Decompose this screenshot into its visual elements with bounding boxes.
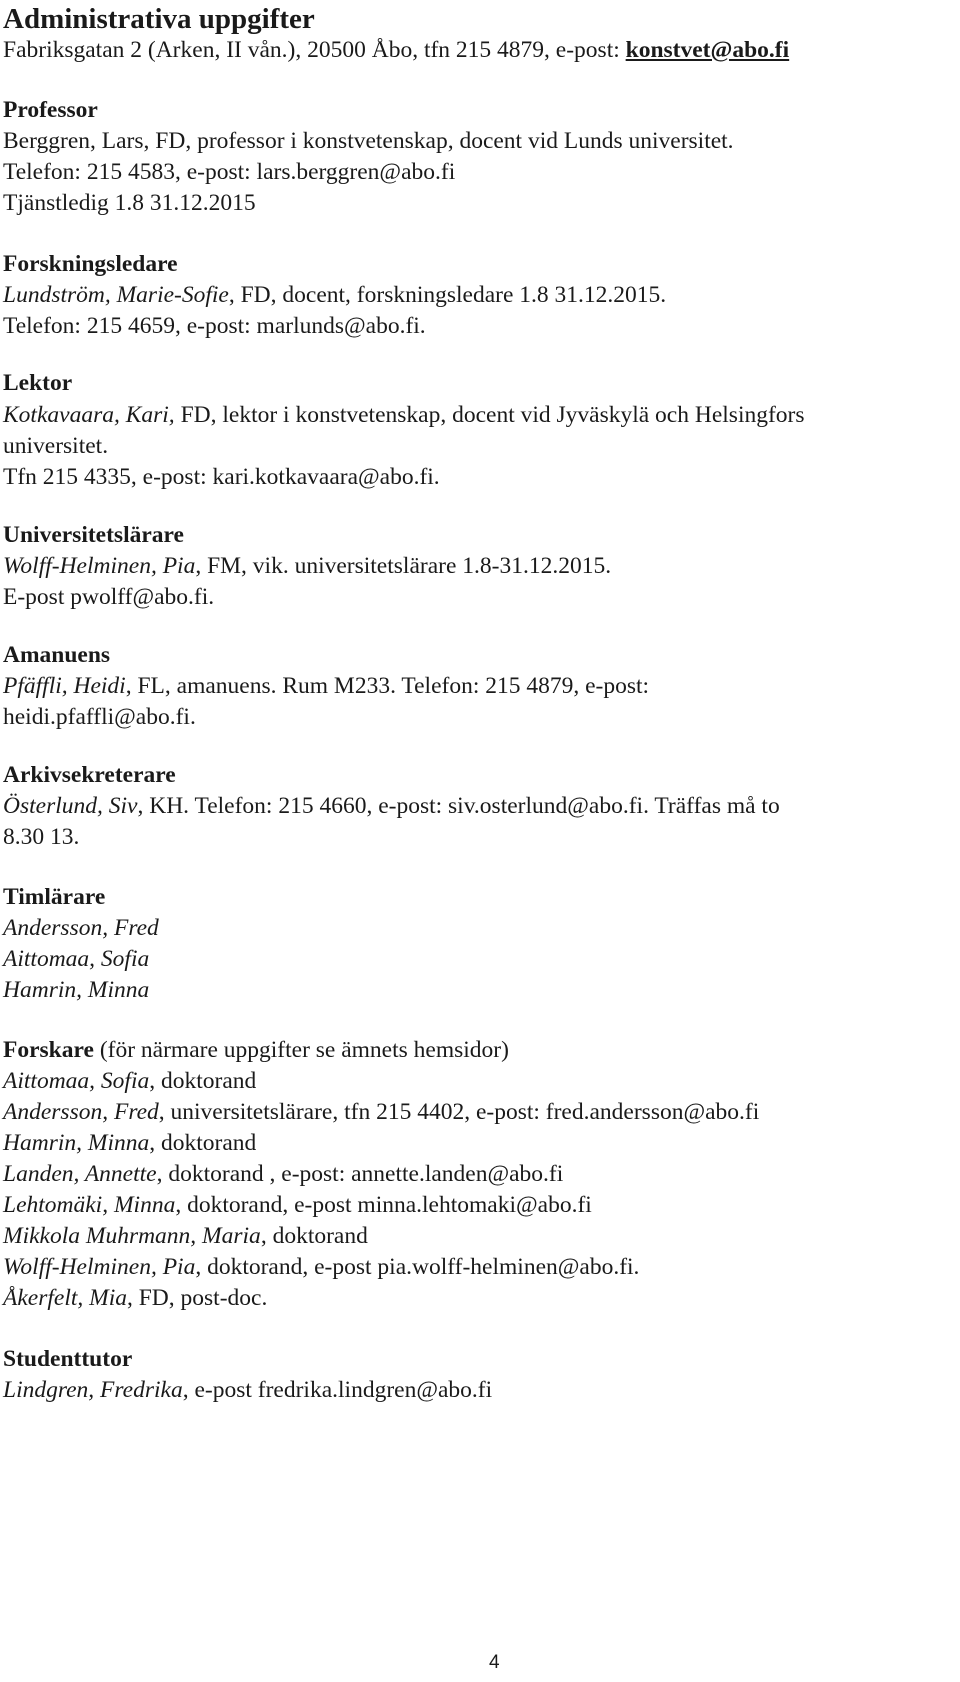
forskare-rest: , doktorand bbox=[149, 1130, 257, 1156]
lektor-name: Kotkavaara, Kari, bbox=[3, 402, 175, 428]
forskare-name: Wolff-Helminen, Pia bbox=[3, 1254, 196, 1280]
forskare-rest: , doktorand bbox=[260, 1223, 368, 1249]
forskningsledare-line bbox=[3, 280, 666, 310]
heading-arkivsekreterare: Arkivsekreterare bbox=[3, 762, 176, 788]
forskare-name: Åkerfelt, Mia bbox=[3, 1285, 127, 1311]
forskningsledare-contact: Telefon: 215 4659, e-post: marlunds@abo.fi. bbox=[3, 313, 426, 339]
professor-note: Tjänstledig 1.8 31.12.2015 bbox=[3, 190, 256, 216]
lektor-line bbox=[3, 400, 805, 430]
heading-professor: Professor bbox=[3, 97, 98, 123]
forskare-rest: , doktorand, e-post minna.lehtomaki@abo.fi bbox=[175, 1192, 592, 1218]
forskare-entry bbox=[3, 1221, 368, 1251]
forskare-name: Andersson, Fred bbox=[3, 1099, 159, 1125]
heading-timlarare: Timlärare bbox=[3, 884, 106, 910]
universitetslarare-name: Wolff-Helminen, Pia bbox=[3, 553, 196, 579]
forskare-heading-note: (för närmare uppgifter se ämnets hemsidor) bbox=[93, 1037, 509, 1063]
timlarare-name: Aittomaa, Sofia bbox=[3, 946, 150, 972]
lektor-desc: FD, lektor i konstvetenskap, docent vid Jyväskylä och Helsingfors bbox=[174, 402, 805, 428]
heading-amanuens: Amanuens bbox=[3, 642, 111, 668]
forskare-name: Aittomaa, Sofia bbox=[3, 1068, 150, 1094]
arkivsekreterare-desc: , KH. Telefon: 215 4660, e-post: siv.osterlund@abo.fi. Träffas må to bbox=[137, 793, 780, 819]
forskare-entry bbox=[3, 1283, 267, 1313]
address-line bbox=[3, 35, 789, 65]
forskare-entry bbox=[3, 1190, 592, 1220]
forskare-name: Lehtomäki, Minna bbox=[3, 1192, 176, 1218]
forskare-name: Landen, Annette bbox=[3, 1161, 157, 1187]
forskare-entry bbox=[3, 1128, 256, 1158]
forskare-name: Mikkola Muhrmann, Maria bbox=[3, 1223, 261, 1249]
amanuens-line bbox=[3, 671, 649, 701]
studenttutor-name: Lindgren, Fredrika bbox=[3, 1377, 183, 1403]
arkivsekreterare-contact: 8.30 13. bbox=[3, 824, 80, 850]
heading-forskare: Forskare bbox=[3, 1037, 94, 1063]
professor-contact: Telefon: 215 4583, e-post: lars.berggren@abo.fi bbox=[3, 159, 456, 185]
forskare-rest: , FD, post-doc. bbox=[126, 1285, 268, 1311]
contact-email-link[interactable]: konstvet@abo.fi bbox=[625, 37, 790, 63]
address-text: Fabriksgatan 2 (Arken, II vån.), 20500 Åbo, tfn 215 4879, e-post: bbox=[3, 37, 626, 63]
forskningsledare-desc: , FD, docent, forskningsledare 1.8 31.12.2015. bbox=[228, 282, 667, 308]
forskare-name: Hamrin, Minna bbox=[3, 1130, 150, 1156]
studenttutor-rest: , e-post fredrika.lindgren@abo.fi bbox=[182, 1377, 493, 1403]
heading-lektor: Lektor bbox=[3, 370, 73, 396]
heading-studenttutor: Studenttutor bbox=[3, 1346, 133, 1372]
universitetslarare-line bbox=[3, 551, 611, 581]
professor-desc: , FD, professor i konstvetenskap, docent vid Lunds universitet. bbox=[143, 128, 734, 154]
timlarare-name: Hamrin, Minna bbox=[3, 977, 150, 1003]
universitetslarare-desc: , FM, vik. universitetslärare 1.8-31.12.2015. bbox=[195, 553, 612, 579]
forskare-rest: , doktorand , e-post: annette.landen@abo.fi bbox=[156, 1161, 564, 1187]
page-title: Administrativa uppgifter bbox=[3, 3, 315, 35]
timlarare-name: Andersson, Fred bbox=[3, 915, 159, 941]
professor-name: Berggren, Lars bbox=[3, 128, 144, 154]
forskare-entry bbox=[3, 1252, 639, 1282]
arkivsekreterare-line bbox=[3, 791, 780, 821]
heading-forskningsledare: Forskningsledare bbox=[3, 251, 178, 277]
heading-universitetslarare: Universitetslärare bbox=[3, 522, 184, 548]
amanuens-name: Pfäffli, Heidi bbox=[3, 673, 126, 699]
forskare-entry bbox=[3, 1159, 563, 1189]
forskare-entry bbox=[3, 1097, 759, 1127]
forskare-rest: , doktorand bbox=[149, 1068, 257, 1094]
lektor-desc-cont: universitet. bbox=[3, 433, 109, 459]
forskare-entry bbox=[3, 1066, 256, 1096]
forskare-rest: , universitetslärare, tfn 215 4402, e-post: fred.andersson@abo.fi bbox=[158, 1099, 760, 1125]
lektor-contact: Tfn 215 4335, e-post: kari.kotkavaara@abo.fi. bbox=[3, 464, 440, 490]
forskare-rest: , doktorand, e-post pia.wolff-helminen@abo.fi. bbox=[195, 1254, 640, 1280]
universitetslarare-contact: E-post pwolff@abo.fi. bbox=[3, 584, 215, 610]
amanuens-contact: heidi.pfaffli@abo.fi. bbox=[3, 704, 196, 730]
professor-line bbox=[3, 126, 734, 156]
amanuens-desc: , FL, amanuens. Rum M233. Telefon: 215 4879, e-post: bbox=[125, 673, 650, 699]
page-number: 4 bbox=[489, 1652, 500, 1673]
arkivsekreterare-name: Österlund, Siv bbox=[3, 793, 138, 819]
heading-forskare-line bbox=[3, 1035, 509, 1065]
studenttutor-line bbox=[3, 1375, 492, 1405]
forskningsledare-name: Lundström, Marie-Sofie bbox=[3, 282, 229, 308]
